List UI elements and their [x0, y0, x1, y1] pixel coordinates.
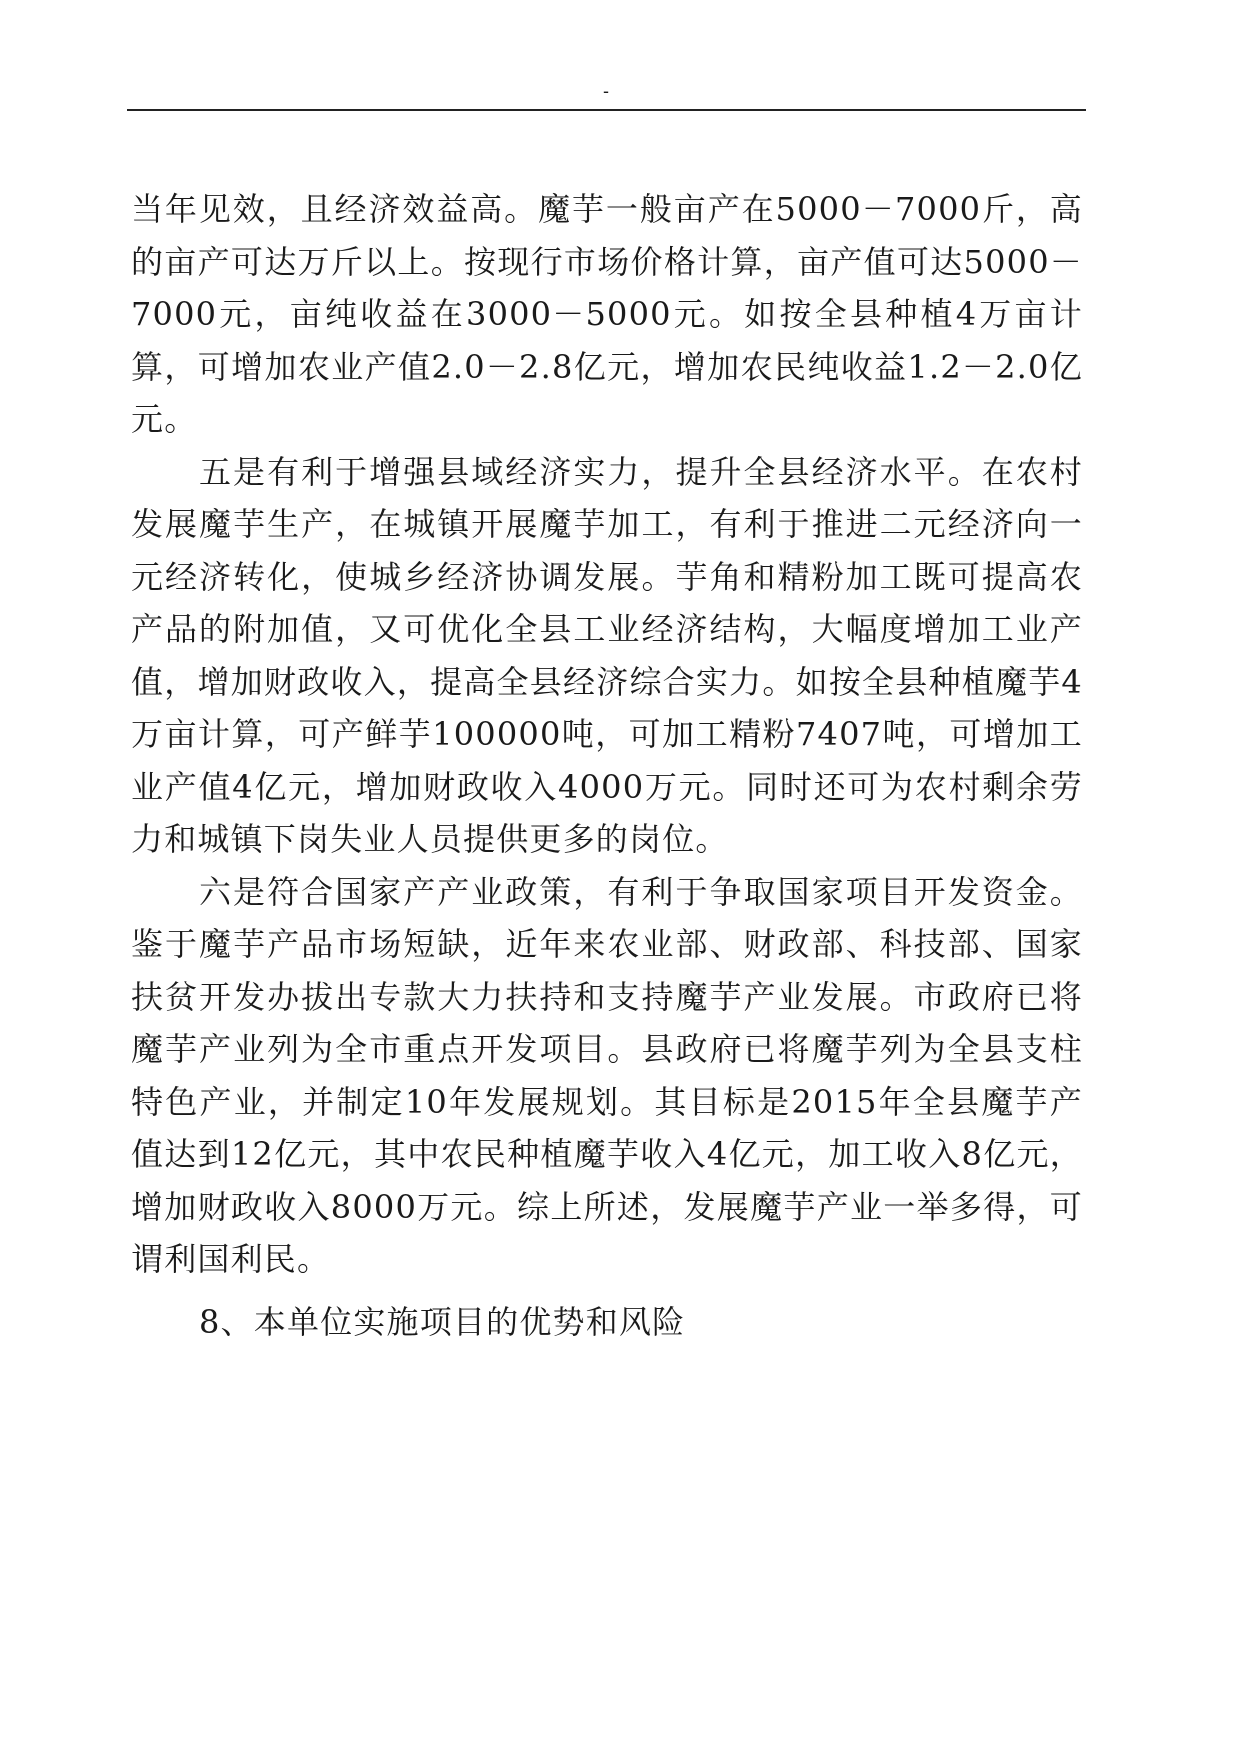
document-body	[131, 183, 1083, 1348]
paragraph-continuation: 当年见效，且经济效益高。魔芋一般亩产在5000－7000斤，高的亩产可达万斤以上。按现行市场价格计算，亩产值可达5000－7000元，亩纯收益在3000－5000元。如按全县种植4万亩计算，可增加农业产值2.0－2.8亿元，增加农民纯收益1.2－2.0亿元。	[131, 190, 1083, 438]
page-header-mark: -	[603, 81, 609, 101]
section-heading: 8、本单位实施项目的优势和风险	[199, 1302, 686, 1341]
paragraph-point-five: 五是有利于增强县域经济实力，提升全县经济水平。在农村发展魔芋生产，在城镇开展魔芋加工，有利于推进二元经济向一元经济转化，使城乡经济协调发展。芋角和精粉加工既可提高农产品的附加值，又可优化全县工业经济结构，大幅度增加工业产值，增加财政收入，提高全县经济综合实力。如按全县种植魔芋4万亩计算，可产鲜芋100000吨，可加工精粉7407吨，可增加工业产值4亿元，增加财政收入4000万元。同时还可为农村剩余劳力和城镇下岗失业人员提供更多的岗位。	[131, 452, 1083, 858]
header-divider	[127, 109, 1086, 111]
paragraph-point-six: 六是符合国家产产业政策，有利于争取国家项目开发资金。鉴于魔芋产品市场短缺，近年来农业部、财政部、科技部、国家扶贫开发办拔出专款大力扶持和支持魔芋产业发展。市政府已将魔芋产业列为全市重点开发项目。县政府已将魔芋列为全县支柱特色产业，并制定10年发展规划。其目标是2015年全县魔芋产值达到12亿元，其中农民种植魔芋收入4亿元，加工收入8亿元，增加财政收入8000万元。综上所述，发展魔芋产业一举多得，可谓利国利民。	[131, 872, 1083, 1278]
